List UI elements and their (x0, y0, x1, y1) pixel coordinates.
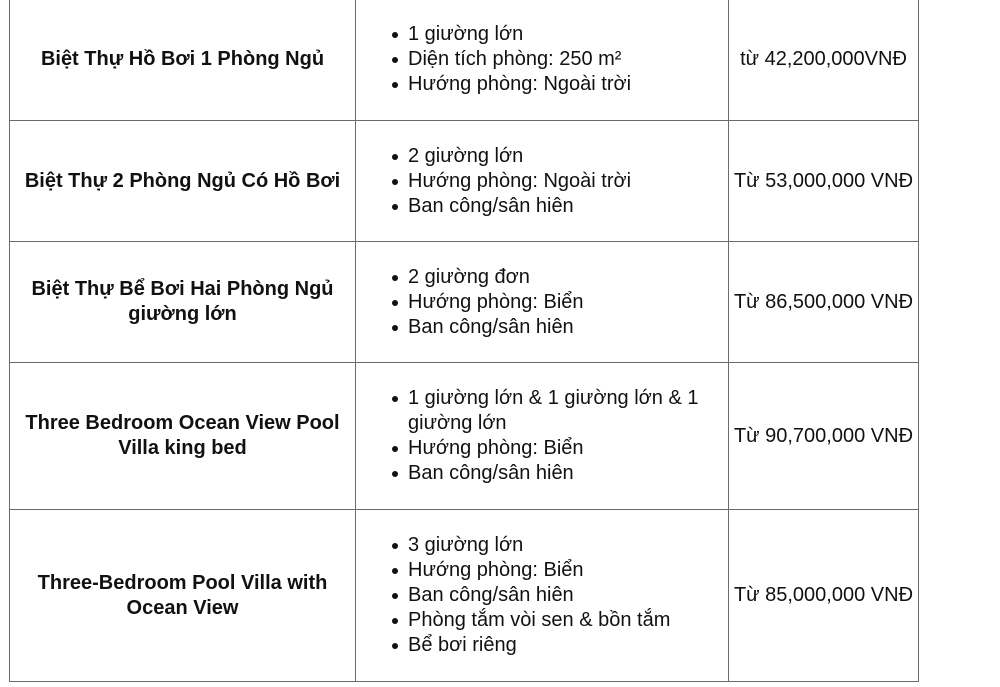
table-row (10, 121, 919, 242)
feature-item: Phòng tắm vòi sen & bồn tắm (408, 608, 728, 633)
feature-item: 2 giường đơn (408, 265, 728, 290)
feature-item: Hướng phòng: Ngoài trời (408, 169, 728, 194)
feature-item: 1 giường lớn (408, 22, 728, 47)
feature-item: Diện tích phòng: 250 m² (408, 47, 728, 72)
room-price: Từ 53,000,000 VNĐ (729, 121, 919, 242)
room-price: Từ 86,500,000 VNĐ (729, 242, 919, 363)
room-features (356, 363, 729, 510)
room-price: Từ 90,700,000 VNĐ (729, 363, 919, 510)
feature-item: Ban công/sân hiên (408, 194, 728, 219)
room-features (356, 0, 729, 121)
room-price: Từ 85,000,000 VNĐ (729, 510, 919, 682)
room-name: Biệt Thự Bể Bơi Hai Phòng Ngủ giường lớn (10, 242, 356, 363)
table-row (10, 0, 919, 121)
room-name: Biệt Thự 2 Phòng Ngủ Có Hồ Bơi (10, 121, 356, 242)
feature-item: Ban công/sân hiên (408, 315, 728, 340)
table-row (10, 363, 919, 510)
table-row (10, 510, 919, 682)
room-name: Biệt Thự Hồ Bơi 1 Phòng Ngủ (10, 0, 356, 121)
room-name: Three Bedroom Ocean View Pool Villa king bed (10, 363, 356, 510)
feature-list (356, 533, 728, 658)
room-features (356, 510, 729, 682)
feature-item: 3 giường lớn (408, 533, 728, 558)
feature-item: 2 giường lớn (408, 144, 728, 169)
room-features (356, 121, 729, 242)
table-row (10, 242, 919, 363)
feature-item: Hướng phòng: Biển (408, 290, 728, 315)
feature-list (356, 265, 728, 340)
feature-list (356, 386, 728, 486)
feature-item: Hướng phòng: Biển (408, 436, 728, 461)
feature-item: Hướng phòng: Ngoài trời (408, 72, 728, 97)
feature-list (356, 144, 728, 219)
room-name: Three-Bedroom Pool Villa with Ocean View (10, 510, 356, 682)
room-price: từ 42,200,000VNĐ (729, 0, 919, 121)
room-features (356, 242, 729, 363)
feature-item: Bể bơi riêng (408, 633, 728, 658)
room-price-table (9, 0, 919, 682)
feature-list (356, 22, 728, 97)
feature-item: Ban công/sân hiên (408, 461, 728, 486)
feature-item: Hướng phòng: Biển (408, 558, 728, 583)
feature-item: Ban công/sân hiên (408, 583, 728, 608)
feature-item: 1 giường lớn & 1 giường lớn & 1 giường lớn (408, 386, 728, 436)
